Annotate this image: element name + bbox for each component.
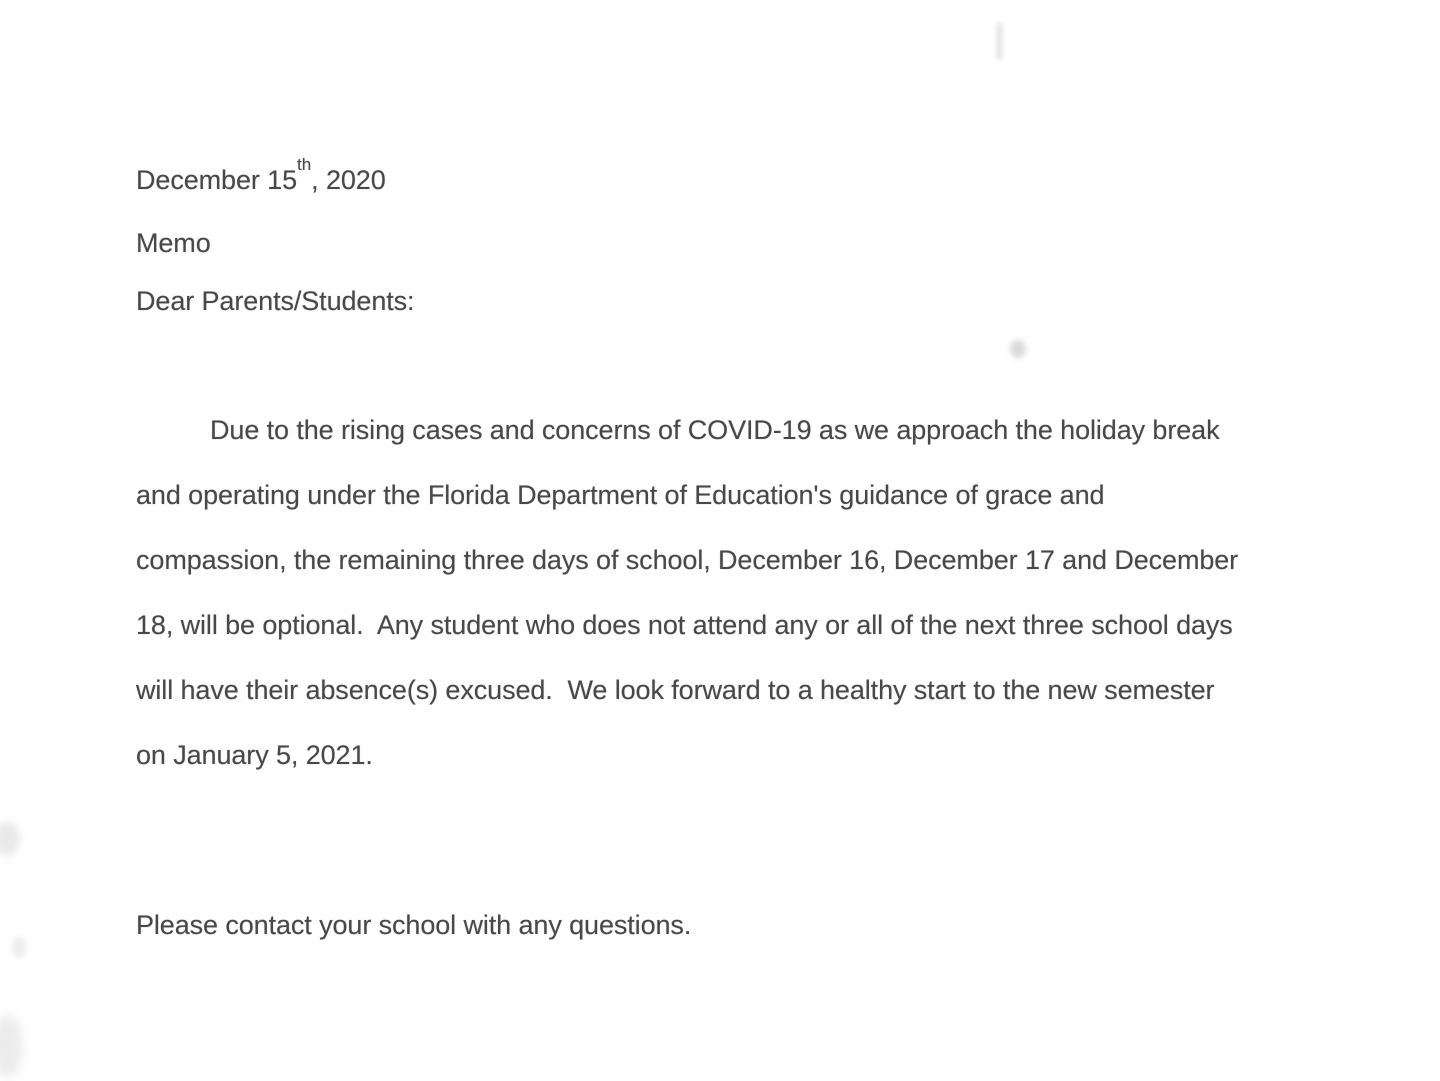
scan-artifact-edge <box>12 936 26 958</box>
scan-artifact-streak <box>996 22 1003 60</box>
memo-date <box>136 155 1330 196</box>
date-suffix: , 2020 <box>311 165 386 195</box>
body-line-1: Due to the rising cases and concerns of COVID-19 as we approach the holiday break <box>210 415 1220 445</box>
memo-body <box>136 398 1330 788</box>
body-line-3: compassion, the remaining three days of school, December 16, December 17 and December <box>136 545 1239 575</box>
date-ordinal-superscript: th <box>296 155 312 174</box>
memo-label: Memo <box>136 228 211 258</box>
scan-artifact-corner <box>0 1016 22 1076</box>
body-line-5: will have their absence(s) excused. We look forward to a healthy start to the new semester <box>136 675 1215 705</box>
scan-artifact-edge <box>0 822 20 856</box>
date-prefix: December 15 <box>136 165 297 195</box>
memo-salutation: Dear Parents/Students: <box>136 286 415 316</box>
body-line-4: 18, will be optional. Any student who does not attend any or all of the next three school days <box>136 610 1233 640</box>
memo-header <box>136 155 1330 317</box>
memo-content <box>136 155 1330 941</box>
body-line-2: and operating under the Florida Department of Education's guidance of grace and <box>136 480 1105 510</box>
body-line-6: on January 5, 2021. <box>136 740 373 770</box>
memo-closing: Please contact your school with any questions. <box>136 910 692 940</box>
